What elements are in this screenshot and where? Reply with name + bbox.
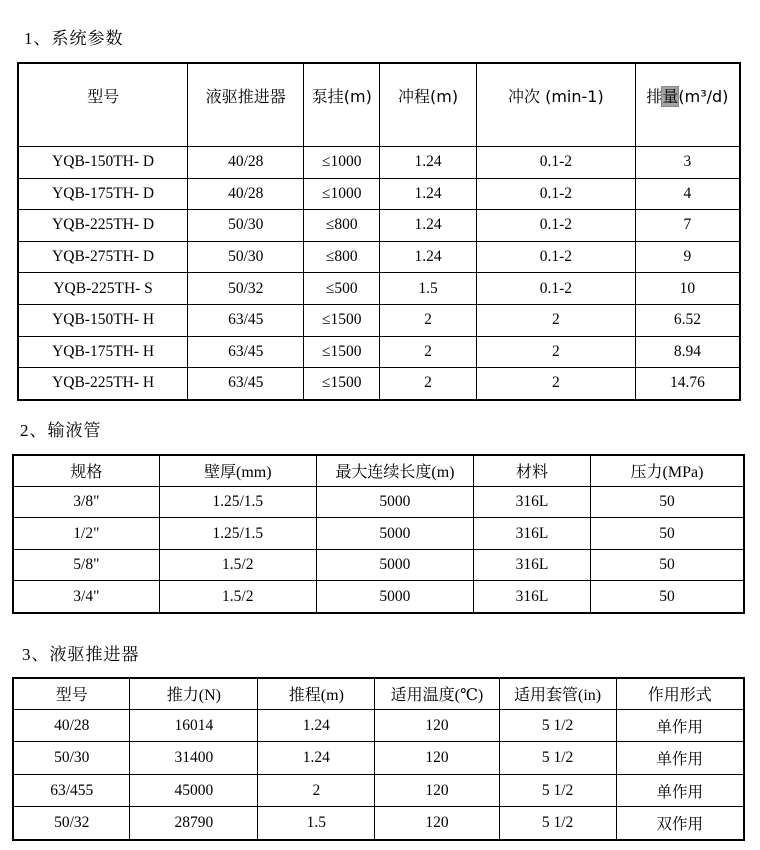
table-cell: 50 (590, 581, 744, 613)
table-cell: 5 1/2 (499, 807, 616, 840)
table-cell: YQB-150TH- H (18, 304, 188, 336)
header-row (18, 63, 740, 147)
table-row (18, 147, 740, 179)
table-cell: 双作用 (616, 807, 744, 840)
table-cell: 120 (375, 807, 499, 840)
column-header-pressure: 压力(MPa) (590, 455, 744, 487)
column-header-displacement (635, 63, 740, 147)
table-cell: 50 (590, 486, 744, 518)
table-cell: 5000 (316, 581, 473, 613)
table-cell: 单作用 (616, 742, 744, 775)
table-row (18, 178, 740, 210)
transfer-tube-body (13, 486, 744, 613)
table-cell: 2 (380, 304, 477, 336)
table-cell: 2 (476, 368, 635, 400)
table-cell: 3/8" (13, 486, 159, 518)
column-header-stroke-length: 冲程(m) (380, 63, 477, 147)
table-cell: YQB-275TH- D (18, 241, 188, 273)
section-thruster (0, 640, 760, 841)
table-cell: 2 (380, 336, 477, 368)
table-cell: 0.1-2 (476, 210, 635, 242)
table-row (13, 518, 744, 550)
column-header-max-length: 最大连续长度(m) (316, 455, 473, 487)
table-cell: 316L (474, 486, 591, 518)
table-cell: 5000 (316, 486, 473, 518)
column-header-model: 型号 (13, 678, 130, 710)
column-header-casing: 适用套管(in) (499, 678, 616, 710)
table-cell: 4 (635, 178, 740, 210)
table-cell: 5 1/2 (499, 742, 616, 775)
table-cell: YQB-225TH- D (18, 210, 188, 242)
table-cell: ≤800 (304, 241, 380, 273)
table-cell: 63/45 (188, 336, 304, 368)
table-cell: YQB-150TH- D (18, 147, 188, 179)
table-cell: 3 (635, 147, 740, 179)
table-cell: 5 1/2 (499, 709, 616, 742)
table-row (13, 709, 744, 742)
table-cell: 10 (635, 273, 740, 305)
table-row (18, 304, 740, 336)
table-cell: 40/28 (188, 147, 304, 179)
table-cell: ≤1000 (304, 147, 380, 179)
table-cell: 2 (476, 304, 635, 336)
table-cell: 120 (375, 774, 499, 807)
table-cell: 1.24 (380, 241, 477, 273)
table-cell: 50/32 (13, 807, 130, 840)
table-cell: 1.24 (380, 210, 477, 242)
table-cell: 45000 (130, 774, 258, 807)
table-cell: 120 (375, 709, 499, 742)
table-cell: ≤1500 (304, 304, 380, 336)
table-cell: 1.5 (380, 273, 477, 305)
table-cell: ≤500 (304, 273, 380, 305)
header-row (13, 455, 744, 487)
column-header-pump-depth: 泵挂(m) (304, 63, 380, 147)
table-cell: 9 (635, 241, 740, 273)
table-cell: 50 (590, 549, 744, 581)
table-cell: 28790 (130, 807, 258, 840)
column-header-wall-thickness: 壁厚(mm) (159, 455, 316, 487)
table-cell: 5 1/2 (499, 774, 616, 807)
table-cell: YQB-225TH- S (18, 273, 188, 305)
column-header-material: 材料 (474, 455, 591, 487)
section-title-system-params: 1、系统参数 (24, 29, 124, 48)
section-title-thruster: 3、液驱推进器 (22, 644, 140, 664)
table-row (18, 241, 740, 273)
table-cell: 14.76 (635, 368, 740, 400)
table-cell: 1.24 (380, 147, 477, 179)
system-params-body (18, 147, 740, 400)
system-params-table (17, 62, 741, 401)
table-cell: 5000 (316, 518, 473, 550)
table-cell: 63/455 (13, 774, 130, 807)
transfer-tube-table (12, 454, 745, 614)
table-cell: 1.5/2 (159, 549, 316, 581)
table-cell: 1/2" (13, 518, 159, 550)
table-cell: 50/30 (13, 742, 130, 775)
table-cell: 7 (635, 210, 740, 242)
table-cell: 50/30 (188, 241, 304, 273)
table-cell: 1.24 (258, 742, 375, 775)
table-cell: YQB-175TH- D (18, 178, 188, 210)
table-cell: 单作用 (616, 709, 744, 742)
table-cell: ≤800 (304, 210, 380, 242)
thruster-body (13, 709, 744, 840)
table-cell: 316L (474, 581, 591, 613)
table-cell: 50/30 (188, 210, 304, 242)
section-system-params (0, 24, 760, 401)
header-row (13, 678, 744, 710)
table-cell: 0.1-2 (476, 273, 635, 305)
section-transfer-tube (0, 416, 760, 614)
thruster-table (12, 677, 745, 841)
table-cell: 40/28 (188, 178, 304, 210)
table-row (18, 210, 740, 242)
table-cell: 316L (474, 549, 591, 581)
table-cell: 1.24 (258, 709, 375, 742)
table-cell: 6.52 (635, 304, 740, 336)
column-header-size: 规格 (13, 455, 159, 487)
table-cell: 16014 (130, 709, 258, 742)
table-cell: ≤1500 (304, 336, 380, 368)
table-cell: 5/8" (13, 549, 159, 581)
table-cell: 2 (476, 336, 635, 368)
table-row (13, 486, 744, 518)
table-cell: 31400 (130, 742, 258, 775)
table-cell: ≤1000 (304, 178, 380, 210)
table-cell: 63/45 (188, 368, 304, 400)
table-cell: 50 (590, 518, 744, 550)
table-cell: 2 (258, 774, 375, 807)
table-row (13, 774, 744, 807)
table-cell: 120 (375, 742, 499, 775)
column-header-temperature: 适用温度(℃) (375, 678, 499, 710)
table-row (18, 273, 740, 305)
table-cell: 5000 (316, 549, 473, 581)
table-cell: YQB-175TH- H (18, 336, 188, 368)
table-cell: 40/28 (13, 709, 130, 742)
table-cell: 0.1-2 (476, 178, 635, 210)
header-text: (m³/d) (678, 86, 729, 106)
table-row (18, 368, 740, 400)
column-header-action-type: 作用形式 (616, 678, 744, 710)
table-cell: 0.1-2 (476, 241, 635, 273)
table-row (13, 742, 744, 775)
table-row (13, 807, 744, 840)
column-header-stroke-rate: 冲次 (min-1) (476, 63, 635, 147)
table-cell: 316L (474, 518, 591, 550)
table-cell: 1.5/2 (159, 581, 316, 613)
table-cell: YQB-225TH- H (18, 368, 188, 400)
table-cell: 63/45 (188, 304, 304, 336)
table-cell: 1.5 (258, 807, 375, 840)
column-header-travel: 推程(m) (258, 678, 375, 710)
section-title-transfer-tube: 2、输液管 (20, 420, 102, 440)
table-cell: 3/4" (13, 581, 159, 613)
table-row (18, 336, 740, 368)
column-header-thrust: 推力(N) (130, 678, 258, 710)
table-cell: ≤1500 (304, 368, 380, 400)
table-row (13, 581, 744, 613)
table-cell: 单作用 (616, 774, 744, 807)
table-cell: 1.25/1.5 (159, 486, 316, 518)
table-row (13, 549, 744, 581)
table-cell: 0.1-2 (476, 147, 635, 179)
table-cell: 8.94 (635, 336, 740, 368)
table-cell: 2 (380, 368, 477, 400)
table-cell: 50/32 (188, 273, 304, 305)
column-header-thruster: 液驱推进器 (188, 63, 304, 147)
header-text: 排 (646, 86, 663, 106)
table-cell: 1.24 (380, 178, 477, 210)
highlighted-char: 量 (662, 86, 679, 106)
table-cell: 1.25/1.5 (159, 518, 316, 550)
column-header-model: 型号 (18, 63, 188, 147)
